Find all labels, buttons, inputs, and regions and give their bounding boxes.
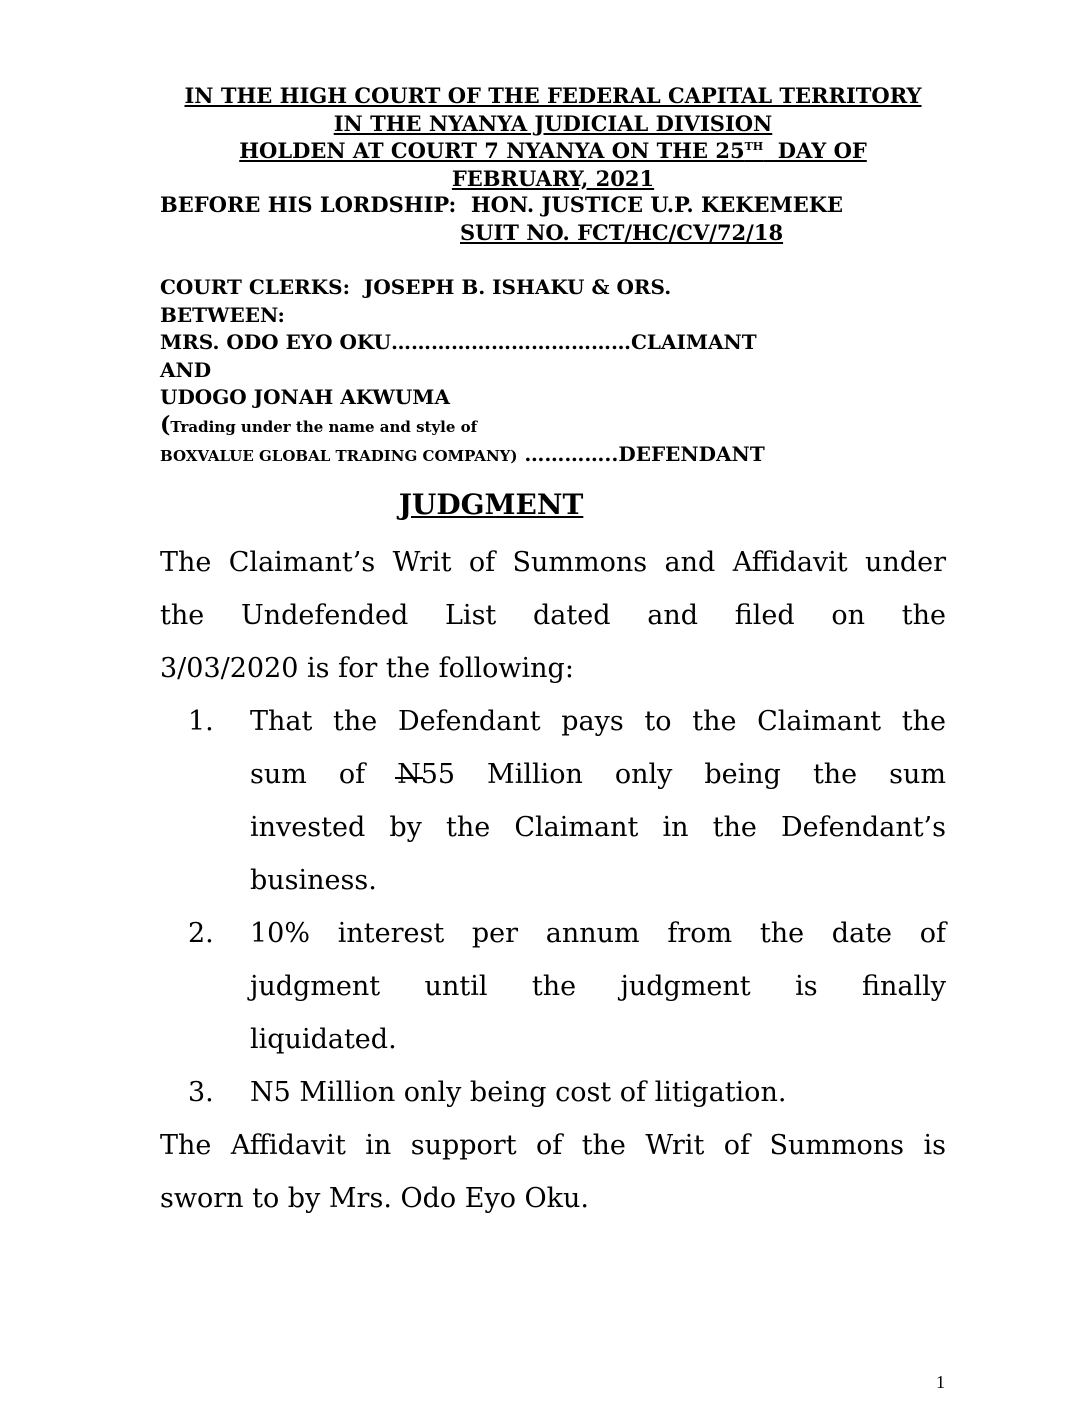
- affidavit-paragraph: [160, 1119, 946, 1225]
- claim-item-2: [188, 907, 946, 1066]
- trading-line: (Trading under the name and style of: [160, 411, 478, 438]
- court-clerks: COURT CLERKS: JOSEPH B. ISHAKU & ORS.: [160, 275, 672, 299]
- court-header: [0, 82, 1088, 192]
- item-line: N5 Million only being cost of litigation.: [250, 1077, 787, 1108]
- paragraph-line: sworn to by Mrs. Odo Eyo Oku.: [160, 1183, 590, 1214]
- item-number: 1.: [188, 706, 214, 737]
- holden-line: HOLDEN AT COURT 7 NYANYA ON THE 25TH DAY OF: [239, 138, 867, 163]
- claimant-line: MRS. ODO EYO OKU………………………………CLAIMANT: [160, 330, 757, 354]
- item-line: sum of N55 Million only being the sum: [250, 748, 946, 801]
- defendant-name: UDOGO JONAH AKWUMA: [160, 385, 450, 409]
- parties-block: [160, 274, 765, 471]
- judicial-division: IN THE NYANYA JUDICIAL DIVISION: [333, 110, 773, 136]
- company-line: BOXVALUE GLOBAL TRADING COMPANY) …………..DEFENDANT: [160, 442, 765, 466]
- document-title: JUDGMENT: [398, 488, 584, 521]
- item-number: 2.: [188, 918, 214, 949]
- date-line: FEBRUARY, 2021: [451, 165, 655, 191]
- lordship-line: BEFORE HIS LORDSHIP: HON. JUSTICE U.P. KEKEMEKE: [160, 192, 844, 217]
- claim-item-1: [188, 695, 946, 907]
- paragraph-line: The Affidavit in support of the Writ of Summons is: [160, 1130, 946, 1161]
- paragraph-line: the Undefended List dated and filed on the: [160, 600, 946, 631]
- court-name: IN THE HIGH COURT OF THE FEDERAL CAPITAL TERRITORY: [184, 83, 922, 108]
- paragraph-line: 3/03/2020 is for the following:: [160, 653, 574, 684]
- item-line: invested by the Claimant in the Defendant’s: [250, 812, 946, 843]
- item-line: liquidated.: [250, 1024, 397, 1055]
- naira-symbol: N: [397, 748, 421, 801]
- suit-number: SUIT NO. FCT/HC/CV/72/18: [460, 220, 784, 245]
- page-number: 1: [936, 1372, 945, 1392]
- intro-paragraph: [160, 536, 946, 695]
- and-label: AND: [160, 357, 212, 382]
- claim-item-3: [188, 1066, 946, 1119]
- paragraph-line: The Claimant’s Writ of Summons and Affidavit under: [160, 547, 946, 578]
- item-line: That the Defendant pays to the Claimant the: [250, 706, 946, 737]
- item-line: judgment until the judgment is finally: [250, 971, 946, 1002]
- between-label: BETWEEN:: [160, 302, 285, 327]
- item-number: 3.: [188, 1077, 214, 1108]
- item-line: business.: [250, 865, 377, 896]
- item-line: 10% interest per annum from the date of: [250, 918, 946, 949]
